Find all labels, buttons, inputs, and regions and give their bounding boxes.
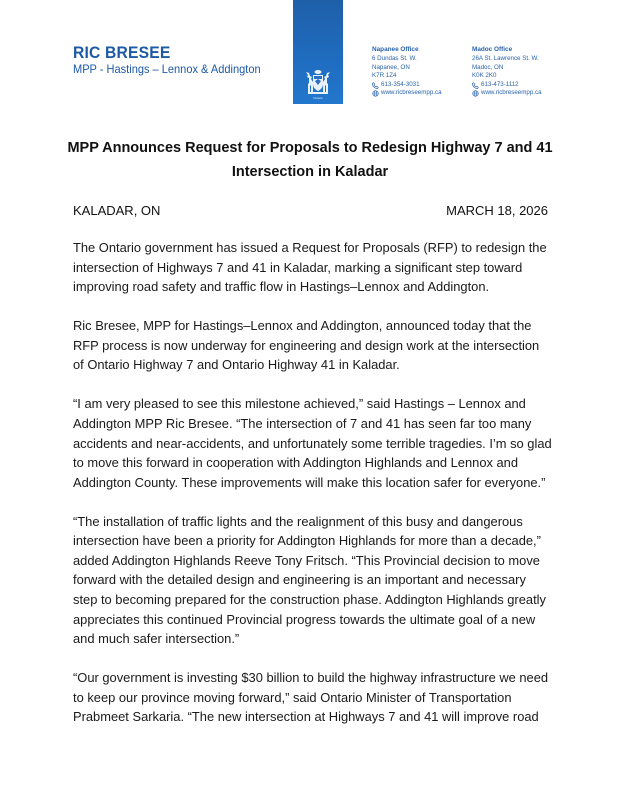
body-paragraph: The Ontario government has issued a Request for Proposals (RFP) to redesign the intersection of Highways 7 and 41 in Kaladar, marking a significant step toward improving road safety and traffic flow in Hastings–Lennox and Addington.: [73, 240, 547, 295]
office-address-line: Madoc, ON: [472, 63, 504, 71]
globe-icon: [472, 90, 479, 97]
release-title: [60, 136, 560, 184]
office-address-line: K0K 2K0: [472, 72, 497, 80]
mpp-name: RIC BRESEE: [73, 43, 171, 62]
office-phone-row: [372, 81, 442, 90]
ontario-crest-icon: [303, 66, 333, 96]
madoc-office-block: [472, 46, 542, 98]
napanee-office-block: [372, 46, 442, 98]
release-title-line: Intersection in Kaladar: [231, 164, 389, 180]
body-paragraph: “Our government is investing $30 billion to build the highway infrastructure we need to keep our province moving forward,” said Ontario Minister of Transportation Prabmeet Sarkaria. “The new intersection at Highways 7 and 41 will improve road: [73, 670, 549, 725]
dateline: [73, 203, 548, 218]
globe-icon: [372, 90, 379, 97]
ontario-logo-band: [293, 0, 343, 104]
office-address-line: Napanee, ON: [372, 63, 410, 71]
phone-icon: [372, 82, 379, 89]
office-website-row: [372, 89, 442, 98]
body-paragraph: “I am very pleased to see this milestone achieved,” said Hastings – Lennox and Addington MPP Ric Bresee. “The intersection of 7 and 41 has seen far too many accidents and near-accidents, and unfortunately some terrible tragedies. I’m so glad to move this forward in cooperation with Addington Highlands and Lennox and Addington County. These improvements will make this location safer for everyone.”: [73, 396, 552, 490]
release-location: KALADAR, ON: [73, 203, 161, 218]
office-address-line: 26A St. Lawrence St. W.: [472, 55, 539, 63]
crest-label: Ontario: [313, 96, 323, 100]
mpp-riding: MPP - Hastings – Lennox & Addington: [73, 62, 261, 76]
release-title-line: MPP Announces Request for Proposals to Redesign Highway 7 and 41: [67, 140, 553, 156]
body-paragraph: “The installation of traffic lights and the realignment of this busy and dangerous intersection have been a priority for Addington Highlands for more than a decade,” added Addington Highlands Reeve Tony Fritsch. “This Provincial decision to move forward with the detailed design and engineering is an important and necessary step to becoming prepared for the construction phase. Addington Highlands greatly appreciates this continued Provincial progress towards the ultimate goal of a new and much safer intersection.”: [73, 513, 546, 647]
phone-icon: [472, 82, 479, 89]
office-address-line: 6 Dundas St. W.: [372, 55, 417, 63]
office-heading: Madoc Office: [472, 46, 513, 53]
office-phone[interactable]: 613-473-1112: [481, 80, 519, 88]
office-phone[interactable]: 613-354-3031: [381, 80, 420, 88]
release-body: [73, 238, 553, 746]
office-phone-row: [472, 81, 542, 90]
office-website-link[interactable]: www.ricbreseempp.ca: [481, 89, 542, 97]
office-heading: Napanee Office: [372, 46, 419, 53]
office-address-line: K7R 1Z4: [372, 72, 397, 80]
release-date: MARCH 18, 2026: [446, 203, 548, 218]
office-website-row: [472, 89, 542, 98]
body-paragraph: Ric Bresee, MPP for Hastings–Lennox and Addington, announced today that the RFP process is now underway for engineering and design work at the intersection of Ontario Highway 7 and Ontario Highway 41 in Kaladar.: [73, 318, 540, 373]
office-website-link[interactable]: www.ricbreseempp.ca: [381, 89, 442, 97]
